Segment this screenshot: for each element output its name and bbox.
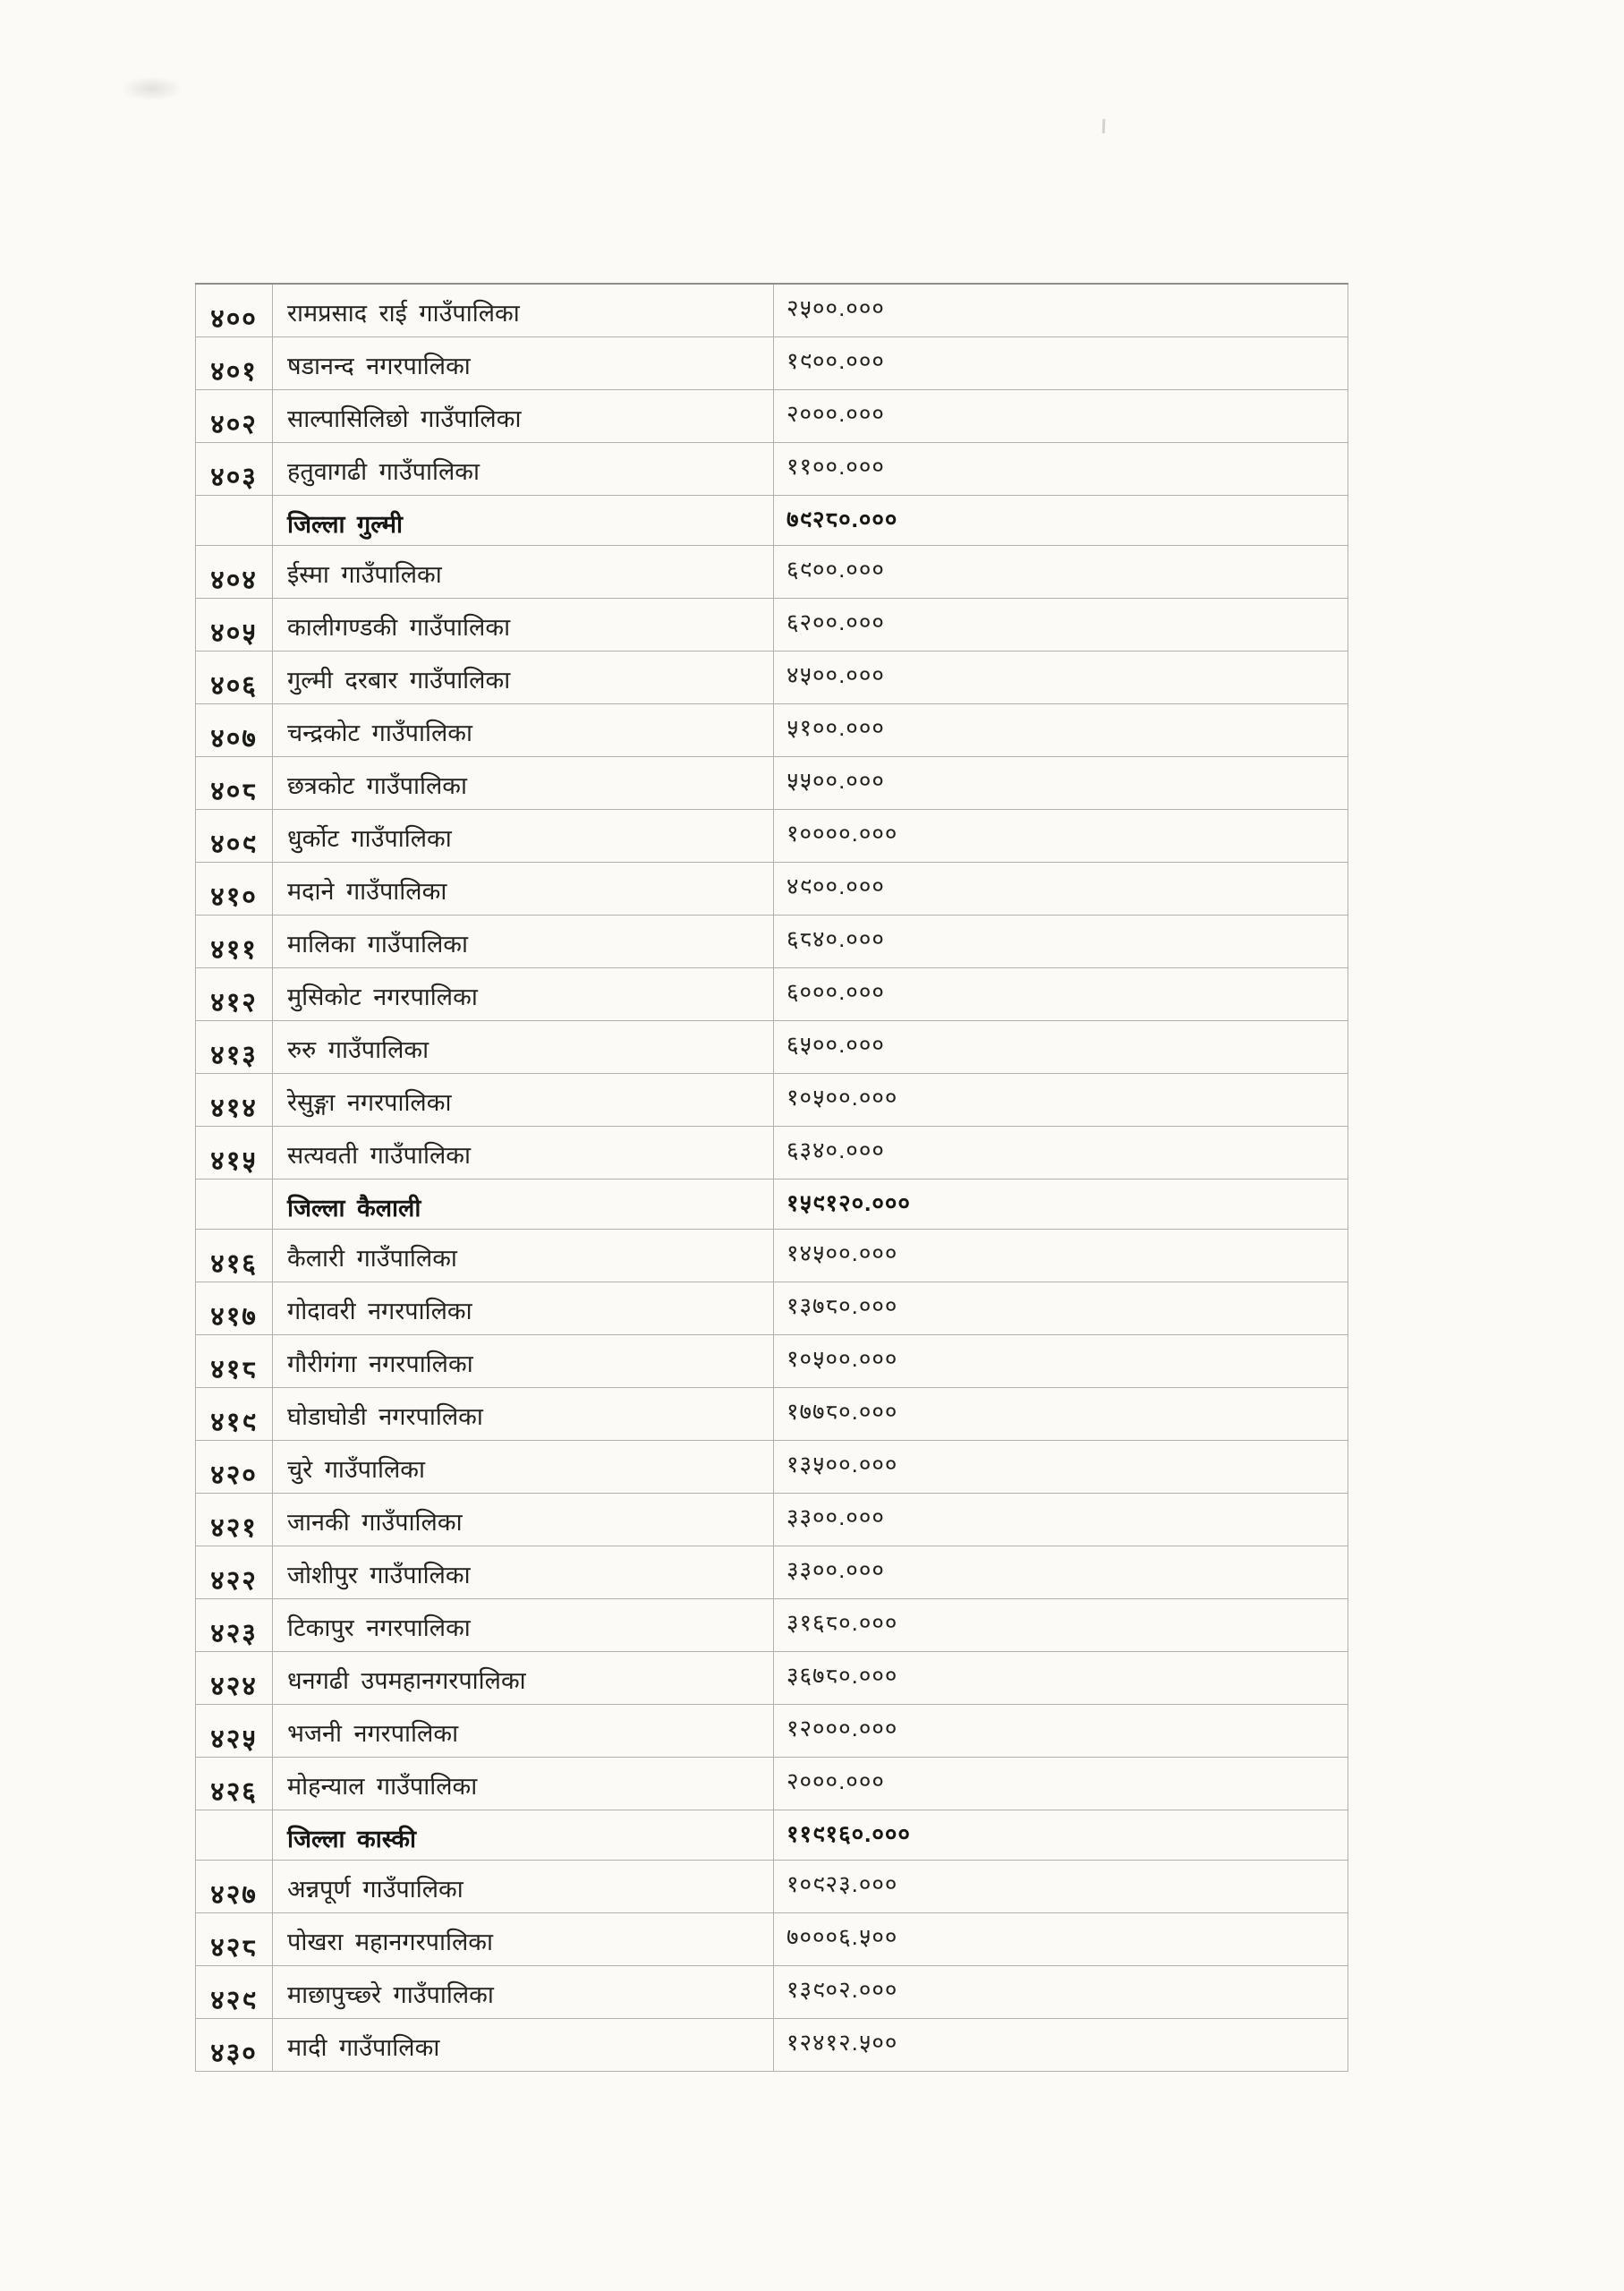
row-amount: ६९००.००० xyxy=(774,545,1348,598)
row-serial-number: ४१८ xyxy=(196,1334,273,1387)
row-municipality-name: गुल्मी दरबार गाउँपालिका xyxy=(273,651,774,703)
row-amount: ६८४०.००० xyxy=(774,915,1348,967)
row-serial-number: ४२२ xyxy=(196,1546,273,1598)
row-amount: ३३००.००० xyxy=(774,1546,1348,1598)
scan-dash-artifact xyxy=(1102,119,1106,133)
row-amount: ६०००.००० xyxy=(774,967,1348,1020)
table-row xyxy=(196,545,1348,598)
row-municipality-name: घोडाघोडी नगरपालिका xyxy=(273,1387,774,1440)
row-municipality-name: जोशीपुर गाउँपालिका xyxy=(273,1546,774,1598)
row-serial-number xyxy=(196,1810,273,1860)
row-municipality-name: जिल्ला कास्की xyxy=(273,1810,774,1860)
row-amount: ५१००.००० xyxy=(774,703,1348,756)
row-municipality-name: मादी गाउँपालिका xyxy=(273,2018,774,2071)
table-row xyxy=(196,496,1348,546)
row-amount: १९००.००० xyxy=(774,337,1348,390)
row-municipality-name: चुरे गाउँपालिका xyxy=(273,1440,774,1493)
row-municipality-name: जानकी गाउँपालिका xyxy=(273,1493,774,1546)
row-amount: ३६७८०.००० xyxy=(774,1651,1348,1704)
table-row xyxy=(196,1598,1348,1651)
table-row xyxy=(196,1860,1348,1912)
row-amount: २०००.००० xyxy=(774,1757,1348,1810)
row-serial-number xyxy=(196,496,273,546)
table-row xyxy=(196,967,1348,1020)
table-row xyxy=(196,1020,1348,1073)
row-serial-number: ४०२ xyxy=(196,390,273,443)
row-serial-number: ४१० xyxy=(196,862,273,915)
row-municipality-name: टिकापुर नगरपालिका xyxy=(273,1598,774,1651)
row-municipality-name: धुर्कोट गाउँपालिका xyxy=(273,809,774,862)
row-serial-number: ४१९ xyxy=(196,1387,273,1440)
row-serial-number: ४०१ xyxy=(196,337,273,390)
row-municipality-name: भजनी नगरपालिका xyxy=(273,1704,774,1757)
row-serial-number: ४२९ xyxy=(196,1965,273,2018)
row-municipality-name: मालिका गाउँपालिका xyxy=(273,915,774,967)
row-amount: ६२००.००० xyxy=(774,598,1348,651)
row-amount: ५५००.००० xyxy=(774,756,1348,809)
row-amount: ७९२८०.००० xyxy=(774,496,1348,546)
row-serial-number: ४०९ xyxy=(196,809,273,862)
row-amount: २०००.००० xyxy=(774,390,1348,443)
row-amount: ६५००.००० xyxy=(774,1020,1348,1073)
row-municipality-name: माछापुच्छ्रे गाउँपालिका xyxy=(273,1965,774,2018)
row-amount: ४९००.००० xyxy=(774,862,1348,915)
row-amount: ३३००.००० xyxy=(774,1493,1348,1546)
row-municipality-name: अन्नपूर्ण गाउँपालिका xyxy=(273,1860,774,1912)
row-municipality-name: रेसुङ्गा नगरपालिका xyxy=(273,1073,774,1126)
row-amount: १३५००.००० xyxy=(774,1440,1348,1493)
table-row xyxy=(196,1493,1348,1546)
table-row xyxy=(196,1126,1348,1179)
row-amount: ७०००६.५०० xyxy=(774,1912,1348,1965)
table-row xyxy=(196,1546,1348,1598)
row-serial-number: ४२१ xyxy=(196,1493,273,1546)
row-amount: ११९१६०.००० xyxy=(774,1810,1348,1860)
row-amount: १२४१२.५०० xyxy=(774,2018,1348,2071)
row-amount: १०५००.००० xyxy=(774,1334,1348,1387)
allocation-table-body xyxy=(196,284,1348,2071)
table-row xyxy=(196,1073,1348,1126)
row-municipality-name: गौरीगंगा नगरपालिका xyxy=(273,1334,774,1387)
row-amount: ११००.००० xyxy=(774,443,1348,496)
table-row xyxy=(196,2018,1348,2071)
row-municipality-name: षडानन्द नगरपालिका xyxy=(273,337,774,390)
row-serial-number: ४१५ xyxy=(196,1126,273,1179)
row-amount: ४५००.००० xyxy=(774,651,1348,703)
table-row xyxy=(196,1651,1348,1704)
row-municipality-name: ईस्मा गाउँपालिका xyxy=(273,545,774,598)
row-serial-number: ४०० xyxy=(196,284,273,337)
row-amount: १०५००.००० xyxy=(774,1073,1348,1126)
row-amount: १३७८०.००० xyxy=(774,1282,1348,1334)
row-amount: १७७८०.००० xyxy=(774,1387,1348,1440)
row-municipality-name: धनगढी उपमहानगरपालिका xyxy=(273,1651,774,1704)
row-amount: १००००.००० xyxy=(774,809,1348,862)
row-amount: १३९०२.००० xyxy=(774,1965,1348,2018)
row-serial-number xyxy=(196,1179,273,1229)
table-row xyxy=(196,915,1348,967)
row-municipality-name: सत्यवती गाउँपालिका xyxy=(273,1126,774,1179)
row-municipality-name: जिल्ला कैलाली xyxy=(273,1179,774,1229)
row-municipality-name: जिल्ला गुल्मी xyxy=(273,496,774,546)
row-municipality-name: मोहन्याल गाउँपालिका xyxy=(273,1757,774,1810)
scan-smudge-artifact xyxy=(121,76,183,101)
row-serial-number: ४०४ xyxy=(196,545,273,598)
row-serial-number: ४१३ xyxy=(196,1020,273,1073)
table-row xyxy=(196,1387,1348,1440)
row-serial-number: ४२८ xyxy=(196,1912,273,1965)
table-row xyxy=(196,443,1348,496)
row-serial-number: ४०५ xyxy=(196,598,273,651)
row-amount: ६३४०.००० xyxy=(774,1126,1348,1179)
row-serial-number: ४२० xyxy=(196,1440,273,1493)
row-amount: ३१६८०.००० xyxy=(774,1598,1348,1651)
row-municipality-name: गोदावरी नगरपालिका xyxy=(273,1282,774,1334)
row-serial-number: ४२४ xyxy=(196,1651,273,1704)
row-serial-number: ४०७ xyxy=(196,703,273,756)
row-municipality-name: मुसिकोट नगरपालिका xyxy=(273,967,774,1020)
row-municipality-name: कालीगण्डकी गाउँपालिका xyxy=(273,598,774,651)
row-serial-number: ४२६ xyxy=(196,1757,273,1810)
table-row xyxy=(196,651,1348,703)
table-row xyxy=(196,1965,1348,2018)
table-row xyxy=(196,809,1348,862)
row-municipality-name: साल्पासिलिछो गाउँपालिका xyxy=(273,390,774,443)
row-municipality-name: रुरु गाउँपालिका xyxy=(273,1020,774,1073)
table-row xyxy=(196,1179,1348,1229)
row-serial-number: ४१७ xyxy=(196,1282,273,1334)
row-municipality-name: मदाने गाउँपालिका xyxy=(273,862,774,915)
table-row xyxy=(196,598,1348,651)
row-amount: १०९२३.००० xyxy=(774,1860,1348,1912)
row-amount: २५००.००० xyxy=(774,284,1348,337)
table-row xyxy=(196,337,1348,390)
table-row xyxy=(196,1810,1348,1860)
table-row xyxy=(196,1757,1348,1810)
table-row xyxy=(196,756,1348,809)
row-serial-number: ४१६ xyxy=(196,1229,273,1282)
table-row xyxy=(196,1334,1348,1387)
table-row xyxy=(196,703,1348,756)
row-serial-number: ४०६ xyxy=(196,651,273,703)
row-serial-number: ४०८ xyxy=(196,756,273,809)
row-municipality-name: रामप्रसाद राई गाउँपालिका xyxy=(273,284,774,337)
table-row xyxy=(196,1282,1348,1334)
row-serial-number: ४३० xyxy=(196,2018,273,2071)
row-serial-number: ४११ xyxy=(196,915,273,967)
row-serial-number: ४२३ xyxy=(196,1598,273,1651)
table-row xyxy=(196,1704,1348,1757)
row-serial-number: ४२५ xyxy=(196,1704,273,1757)
row-amount: १५९१२०.००० xyxy=(774,1179,1348,1229)
row-serial-number: ४०३ xyxy=(196,443,273,496)
table-row xyxy=(196,284,1348,337)
table-row xyxy=(196,862,1348,915)
row-municipality-name: छत्रकोट गाउँपालिका xyxy=(273,756,774,809)
row-serial-number: ४२७ xyxy=(196,1860,273,1912)
row-amount: १४५००.००० xyxy=(774,1229,1348,1282)
row-serial-number: ४१२ xyxy=(196,967,273,1020)
row-municipality-name: चन्द्रकोट गाउँपालिका xyxy=(273,703,774,756)
row-municipality-name: पोखरा महानगरपालिका xyxy=(273,1912,774,1965)
table-row xyxy=(196,1229,1348,1282)
row-municipality-name: कैलारी गाउँपालिका xyxy=(273,1229,774,1282)
table-row xyxy=(196,1912,1348,1965)
row-serial-number: ४१४ xyxy=(196,1073,273,1126)
allocation-table xyxy=(195,283,1348,2072)
table-row xyxy=(196,1440,1348,1493)
row-municipality-name: हतुवागढी गाउँपालिका xyxy=(273,443,774,496)
row-amount: १२०००.००० xyxy=(774,1704,1348,1757)
table-row xyxy=(196,390,1348,443)
